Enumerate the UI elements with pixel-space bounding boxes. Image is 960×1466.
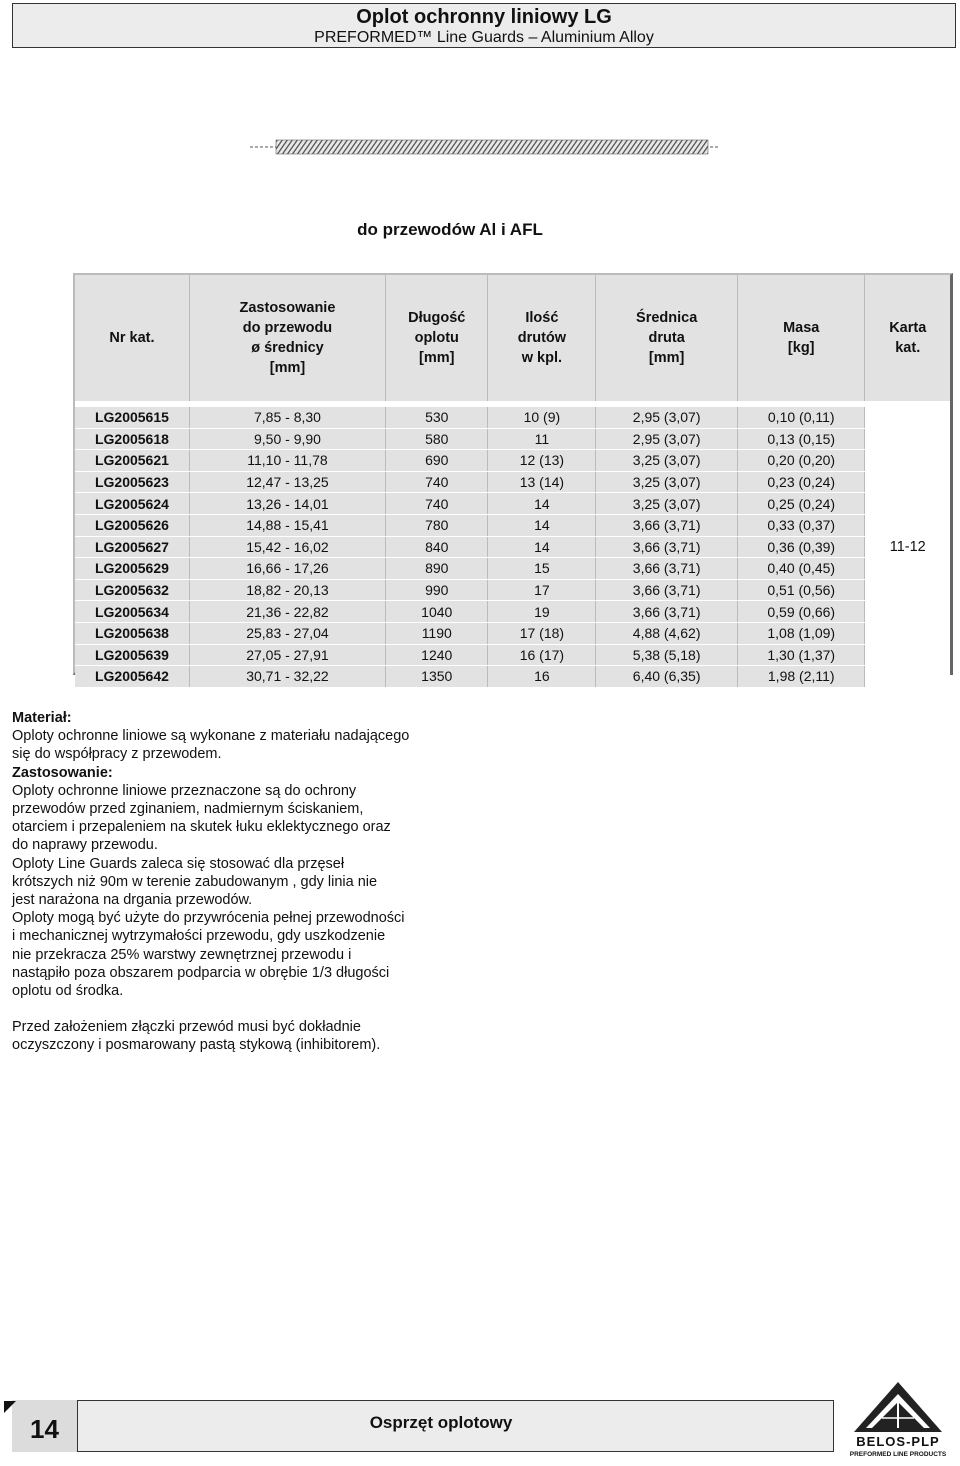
table-row	[75, 493, 950, 515]
usage-text-line: oplotu od środka.	[12, 983, 124, 1000]
usage-text-line: otarciem i przepaleniem na skutek łuku eklektycznego oraz	[12, 819, 391, 836]
table-row	[75, 644, 950, 666]
cell-wire-diameter: 6,40 (6,35)	[596, 666, 738, 688]
page-title: Oplot ochronny liniowy LG	[356, 6, 612, 28]
cell-wire-count: 14	[488, 514, 596, 536]
col-header-application: Zastosowanie do przewodu ø średnicy [mm]	[189, 275, 385, 401]
logo-tagline: PREFORMED LINE PRODUCTS	[849, 1451, 947, 1458]
table-row	[75, 558, 950, 580]
cell-application: 15,42 - 16,02	[189, 536, 385, 558]
line-guard-image	[250, 135, 720, 159]
cell-mass: 1,98 (2,11)	[737, 666, 864, 688]
cell-wire-count: 14	[488, 493, 596, 515]
cell-wire-diameter: 3,25 (3,07)	[596, 493, 738, 515]
usage-text-line: jest narażona na drgania przewodów.	[12, 892, 253, 909]
table-row	[75, 622, 950, 644]
material-text-line: się do współpracy z przewodem.	[12, 746, 222, 763]
cell-length: 890	[386, 558, 488, 580]
table-row	[75, 450, 950, 472]
install-text-line: Przed założeniem złączki przewód musi być dokładnie	[12, 1019, 361, 1036]
table-row	[75, 514, 950, 536]
cell-mass: 0,25 (0,24)	[737, 493, 864, 515]
cell-wire-count: 13 (14)	[488, 471, 596, 493]
cell-mass: 0,33 (0,37)	[737, 514, 864, 536]
usage-text-line: do naprawy przewodu.	[12, 837, 158, 854]
cell-application: 7,85 - 8,30	[189, 407, 385, 428]
usage-text-line: nie przekracza 25% warstwy zewnętrznej przewodu i	[12, 946, 352, 963]
cell-mass: 0,40 (0,45)	[737, 558, 864, 580]
cell-wire-diameter: 3,66 (3,71)	[596, 514, 738, 536]
cell-catalog-no: LG2005624	[75, 493, 189, 515]
cell-wire-count: 17 (18)	[488, 622, 596, 644]
col-header-wire-count: Ilość drutów w kpl.	[488, 275, 596, 401]
cell-catalog-no: LG2005642	[75, 666, 189, 688]
table-row	[75, 601, 950, 623]
usage-heading: Zastosowanie:	[12, 764, 113, 781]
usage-text-line: Oploty mogą być użyte do przywrócenia pełnej przewodności	[12, 910, 405, 927]
corner-mark	[4, 1401, 16, 1413]
cell-wire-count: 19	[488, 601, 596, 623]
table-header-row	[75, 275, 950, 401]
cell-application: 18,82 - 20,13	[189, 579, 385, 601]
cell-mass: 0,10 (0,11)	[737, 407, 864, 428]
cell-application: 27,05 - 27,91	[189, 644, 385, 666]
cell-length: 530	[386, 407, 488, 428]
usage-text-line: nastąpiło poza obszarem podparcia w obrębie 1/3 długości	[12, 964, 390, 981]
cell-application: 14,88 - 15,41	[189, 514, 385, 536]
page-number: 14	[12, 1400, 78, 1452]
col-header-mass: Masa [kg]	[737, 275, 864, 401]
cell-length: 740	[386, 471, 488, 493]
install-text-line: oczyszczony i posmarowany pastą stykową (inhibitorem).	[12, 1037, 381, 1054]
cell-application: 12,47 - 13,25	[189, 471, 385, 493]
table-row	[75, 536, 950, 558]
usage-text-line: Oploty Line Guards zaleca się stosować dla przęseł	[12, 855, 345, 872]
cell-application: 13,26 - 14,01	[189, 493, 385, 515]
cell-wire-count: 12 (13)	[488, 450, 596, 472]
cell-catalog-no: LG2005634	[75, 601, 189, 623]
cell-length: 580	[386, 428, 488, 450]
cell-mass: 0,23 (0,24)	[737, 471, 864, 493]
cell-wire-diameter: 3,25 (3,07)	[596, 471, 738, 493]
cell-catalog-no: LG2005638	[75, 622, 189, 644]
cell-length: 1040	[386, 601, 488, 623]
cell-length: 1350	[386, 666, 488, 688]
cell-wire-count: 11	[488, 428, 596, 450]
page-subtitle: PREFORMED™ Line Guards – Aluminium Alloy	[314, 29, 654, 46]
spec-table-frame	[73, 273, 953, 685]
cell-application: 25,83 - 27,04	[189, 622, 385, 644]
cell-wire-count: 16 (17)	[488, 644, 596, 666]
material-text-line: Oploty ochronne liniowe są wykonane z materiału nadającego	[12, 728, 410, 745]
cell-catalog-no: LG2005629	[75, 558, 189, 580]
table-row	[75, 428, 950, 450]
usage-text-line: Oploty ochronne liniowe przeznaczone są do ochrony	[12, 782, 357, 799]
cell-length: 1240	[386, 644, 488, 666]
cell-wire-diameter: 5,38 (5,18)	[596, 644, 738, 666]
cell-length: 690	[386, 450, 488, 472]
cell-catalog-no: LG2005623	[75, 471, 189, 493]
cell-wire-diameter: 4,88 (4,62)	[596, 622, 738, 644]
col-header-catalog-card: Karta kat.	[865, 275, 950, 401]
material-heading: Materiał:	[12, 710, 72, 726]
cell-length: 740	[386, 493, 488, 515]
cell-wire-count: 15	[488, 558, 596, 580]
table-row	[75, 666, 950, 688]
table-row	[75, 471, 950, 493]
cell-length: 1190	[386, 622, 488, 644]
cell-mass: 0,20 (0,20)	[737, 450, 864, 472]
cell-application: 21,36 - 22,82	[189, 601, 385, 623]
cell-mass: 0,13 (0,15)	[737, 428, 864, 450]
cell-wire-count: 16	[488, 666, 596, 688]
usage-text-line: przewodów przed zginaniem, nadmiernym ściskaniem,	[12, 801, 364, 818]
cell-mass: 1,30 (1,37)	[737, 644, 864, 666]
cell-catalog-no: LG2005632	[75, 579, 189, 601]
cell-catalog-no: LG2005618	[75, 428, 189, 450]
col-header-catalog-no: Nr kat.	[75, 275, 189, 401]
col-header-wire-diameter: Średnica druta [mm]	[596, 275, 738, 401]
cell-wire-diameter: 3,25 (3,07)	[596, 450, 738, 472]
section-title: do przewodów Al i AFL	[357, 220, 543, 239]
table-row	[75, 407, 950, 428]
cell-catalog-no: LG2005639	[75, 644, 189, 666]
cell-length: 780	[386, 514, 488, 536]
cell-wire-diameter: 3,66 (3,71)	[596, 601, 738, 623]
spec-table	[75, 275, 950, 688]
cell-application: 9,50 - 9,90	[189, 428, 385, 450]
cell-wire-diameter: 3,66 (3,71)	[596, 558, 738, 580]
footer-section-title: Osprzęt oplotowy	[369, 1413, 513, 1432]
col-header-length: Długość oplotu [mm]	[386, 275, 488, 401]
cell-length: 990	[386, 579, 488, 601]
cell-application: 11,10 - 11,78	[189, 450, 385, 472]
cell-mass: 1,08 (1,09)	[737, 622, 864, 644]
logo-name: BELOS-PLP	[856, 1434, 940, 1449]
cell-catalog-no: LG2005621	[75, 450, 189, 472]
cell-wire-diameter: 2,95 (3,07)	[596, 407, 738, 428]
cell-catalog-no: LG2005627	[75, 536, 189, 558]
usage-text-line: krótszych niż 90m w terenie zabudowanym , gdy linia nie	[12, 873, 378, 890]
cell-mass: 0,51 (0,56)	[737, 579, 864, 601]
cell-catalog-no: LG2005615	[75, 407, 189, 428]
cell-catalog-card: 11-12	[865, 407, 950, 687]
cell-wire-count: 10 (9)	[488, 407, 596, 428]
cell-mass: 0,59 (0,66)	[737, 601, 864, 623]
cell-wire-count: 14	[488, 536, 596, 558]
cell-wire-count: 17	[488, 579, 596, 601]
cell-catalog-no: LG2005626	[75, 514, 189, 536]
title-box	[12, 3, 956, 48]
table-row	[75, 579, 950, 601]
cell-wire-diameter: 3,66 (3,71)	[596, 579, 738, 601]
cell-wire-diameter: 3,66 (3,71)	[596, 536, 738, 558]
cell-wire-diameter: 2,95 (3,07)	[596, 428, 738, 450]
cell-mass: 0,36 (0,39)	[737, 536, 864, 558]
cell-length: 840	[386, 536, 488, 558]
usage-text-line: i mechanicznej wytrzymałości przewodu, gdy uszkodzenie	[12, 928, 386, 945]
cell-application: 16,66 - 17,26	[189, 558, 385, 580]
cell-application: 30,71 - 32,22	[189, 666, 385, 688]
notes	[12, 709, 532, 1055]
